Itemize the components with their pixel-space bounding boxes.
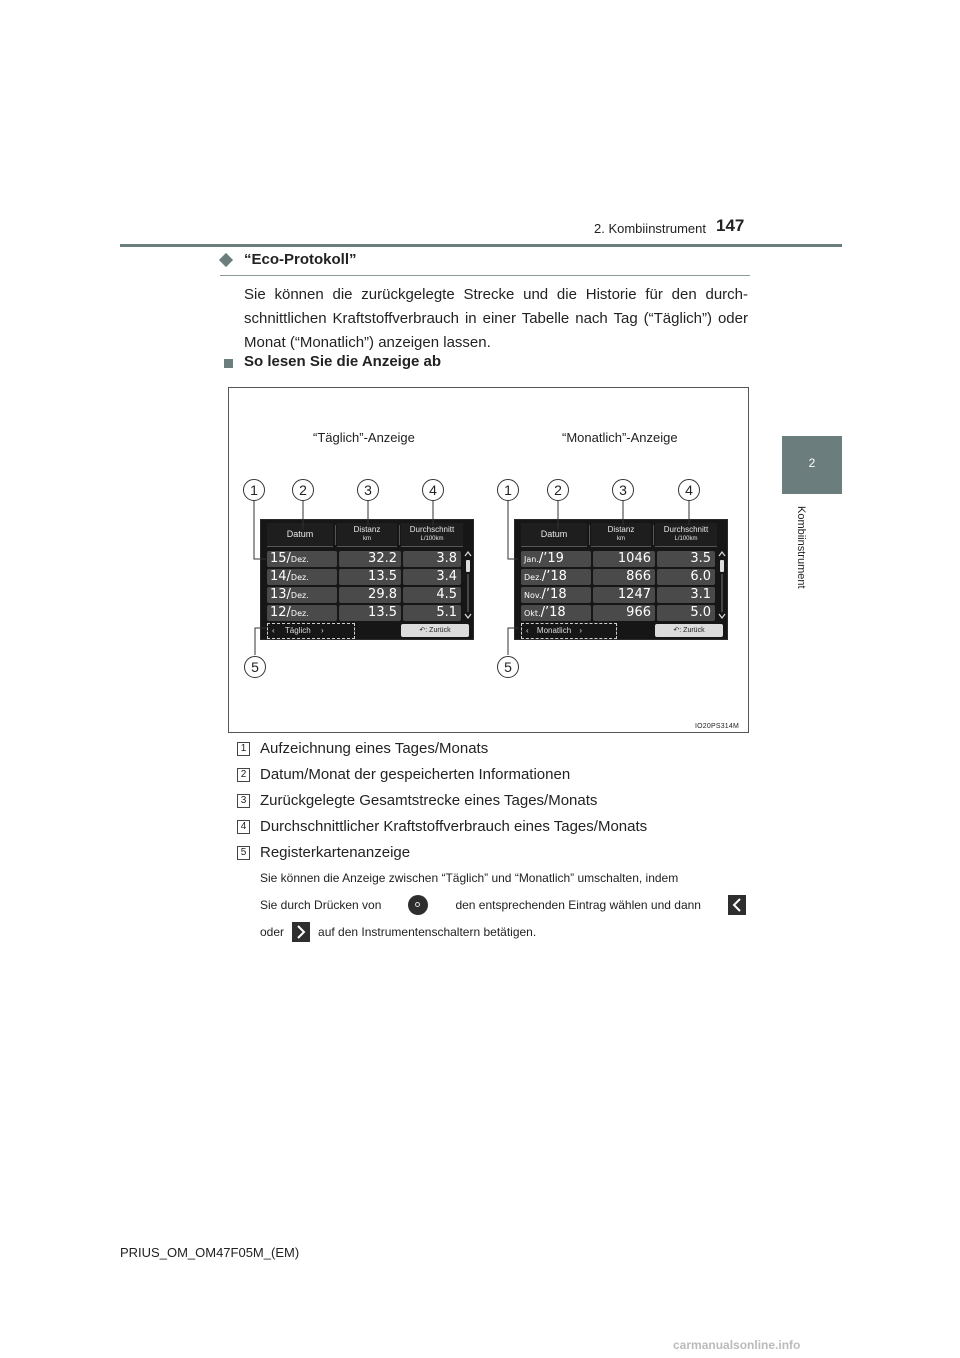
row-consumption: 3.8: [403, 551, 461, 567]
chevron-right-icon: [292, 922, 310, 942]
daily-view-caption: “Täglich”-Anzeige: [313, 430, 415, 445]
row-date: 13/Dez.: [267, 587, 337, 603]
diamond-bullet-icon: [219, 253, 233, 267]
row-consumption: 3.1: [657, 587, 715, 603]
back-button[interactable]: ↶: Zurück: [401, 624, 469, 637]
chevron-right-icon: ›: [579, 626, 583, 635]
chevron-left-icon: ‹: [526, 626, 529, 635]
row-consumption: 6.0: [657, 569, 715, 585]
legend-number: 1: [237, 742, 250, 756]
row-consumption: 5.1: [403, 605, 461, 621]
row-distance: 1046: [593, 551, 655, 567]
dial-button-icon: [408, 895, 428, 915]
callout-2-monthly: 2: [547, 479, 569, 501]
header-average: Durchschnitt L/100km: [401, 523, 463, 547]
legend-number: 3: [237, 794, 250, 808]
row-distance: 966: [593, 605, 655, 621]
header-distance: Distanz km: [591, 523, 651, 547]
callout-3-monthly: 3: [612, 479, 634, 501]
row-consumption: 5.0: [657, 605, 715, 621]
legend-text: Zurückgelegte Gesamtstrecke eines Tages/Monats: [260, 792, 598, 809]
chevron-left-icon: ‹: [272, 626, 275, 635]
callout-3-daily: 3: [357, 479, 379, 501]
row-date: Nov./’18: [521, 587, 591, 603]
note-line-1: Sie können die Anzeige zwischen “Täglich” und “Monatlich” umschalten, indem: [260, 871, 679, 885]
monthly-view-caption: “Monatlich”-Anzeige: [562, 430, 678, 445]
header-date: Datum: [521, 523, 587, 547]
chevron-left-icon: [728, 895, 746, 915]
callout-4-daily: 4: [422, 479, 444, 501]
row-distance: 32.2: [339, 551, 401, 567]
row-date: Okt./’18: [521, 605, 591, 621]
section-intro: Sie können die zurückgelegte Strecke und die Historie für den durch-schnittlichen Kraftstoffverbrauch in einer Tabelle nach Tag (“Täglich”) oder Monat (“Monatlich”) anzeigen lassen.: [244, 286, 748, 351]
row-date: Dez./’18: [521, 569, 591, 585]
back-button[interactable]: ↶: Zurück: [655, 624, 723, 637]
header-rule: [120, 244, 842, 247]
legend-number: 2: [237, 768, 250, 782]
legend-text: Registerkartenanzeige: [260, 844, 411, 861]
legend-number: 5: [237, 846, 250, 860]
row-consumption: 4.5: [403, 587, 461, 603]
section-title: “Eco-Protokoll”: [244, 251, 357, 268]
row-consumption: 3.5: [657, 551, 715, 567]
callout-5-daily: 5: [244, 656, 266, 678]
back-arrow-icon: ↶: [673, 627, 680, 634]
figure-code: IO20PS314M: [695, 723, 740, 730]
row-distance: 1247: [593, 587, 655, 603]
chevron-right-icon: ›: [320, 626, 324, 635]
callout-4-monthly: 4: [678, 479, 700, 501]
back-arrow-icon: ↶: [419, 627, 426, 634]
legend-text: Datum/Monat der gespeicherten Informationen: [260, 766, 571, 783]
row-date: 15/Dez.: [267, 551, 337, 567]
callout-1-daily: 1: [243, 479, 265, 501]
row-consumption: 3.4: [403, 569, 461, 585]
row-date: 12/Dez.: [267, 605, 337, 621]
row-distance: 13.5: [339, 569, 401, 585]
header-distance: Distanz km: [337, 523, 397, 547]
callout-5-monthly: 5: [497, 656, 519, 678]
tab-monthly[interactable]: ‹ Monatlich ›: [521, 623, 617, 639]
row-date: 14/Dez.: [267, 569, 337, 585]
callout-1-monthly: 1: [497, 479, 519, 501]
row-distance: 13.5: [339, 605, 401, 621]
page-number: 147: [716, 216, 745, 235]
footer-doc-id: PRIUS_OM_OM47F05M_(EM): [120, 1245, 300, 1260]
chapter-tab-label: Kombiinstrument: [795, 506, 807, 589]
section-rule: [220, 275, 750, 276]
header-section-title: 2. Kombiinstrument: [594, 221, 706, 236]
watermark: carmanualsonline.info: [673, 1338, 801, 1352]
row-date: Jan./’19: [521, 551, 591, 567]
legend-number: 4: [237, 820, 250, 834]
subsection-title: So lesen Sie die Anzeige ab: [244, 353, 442, 370]
header-average: Durchschnitt L/100km: [655, 523, 717, 547]
callout-2-daily: 2: [292, 479, 314, 501]
row-distance: 866: [593, 569, 655, 585]
chapter-tab-number: 2: [808, 456, 816, 470]
header-date: Datum: [267, 523, 333, 547]
square-bullet-icon: [224, 359, 233, 368]
note-line-2: Sie durch Drücken von den entsprechenden Eintrag wählen und dann: [260, 895, 746, 915]
tab-daily[interactable]: ‹ Täglich ›: [267, 623, 355, 639]
legend-text: Aufzeichnung eines Tages/Monats: [260, 740, 489, 757]
row-distance: 29.8: [339, 587, 401, 603]
callout-leader-lines: [228, 387, 749, 733]
note-line-3: oder auf den Instrumentenschaltern betätigen.: [260, 922, 746, 942]
legend-text: Durchschnittlicher Kraftstoffverbrauch eines Tages/Monats: [260, 818, 648, 835]
